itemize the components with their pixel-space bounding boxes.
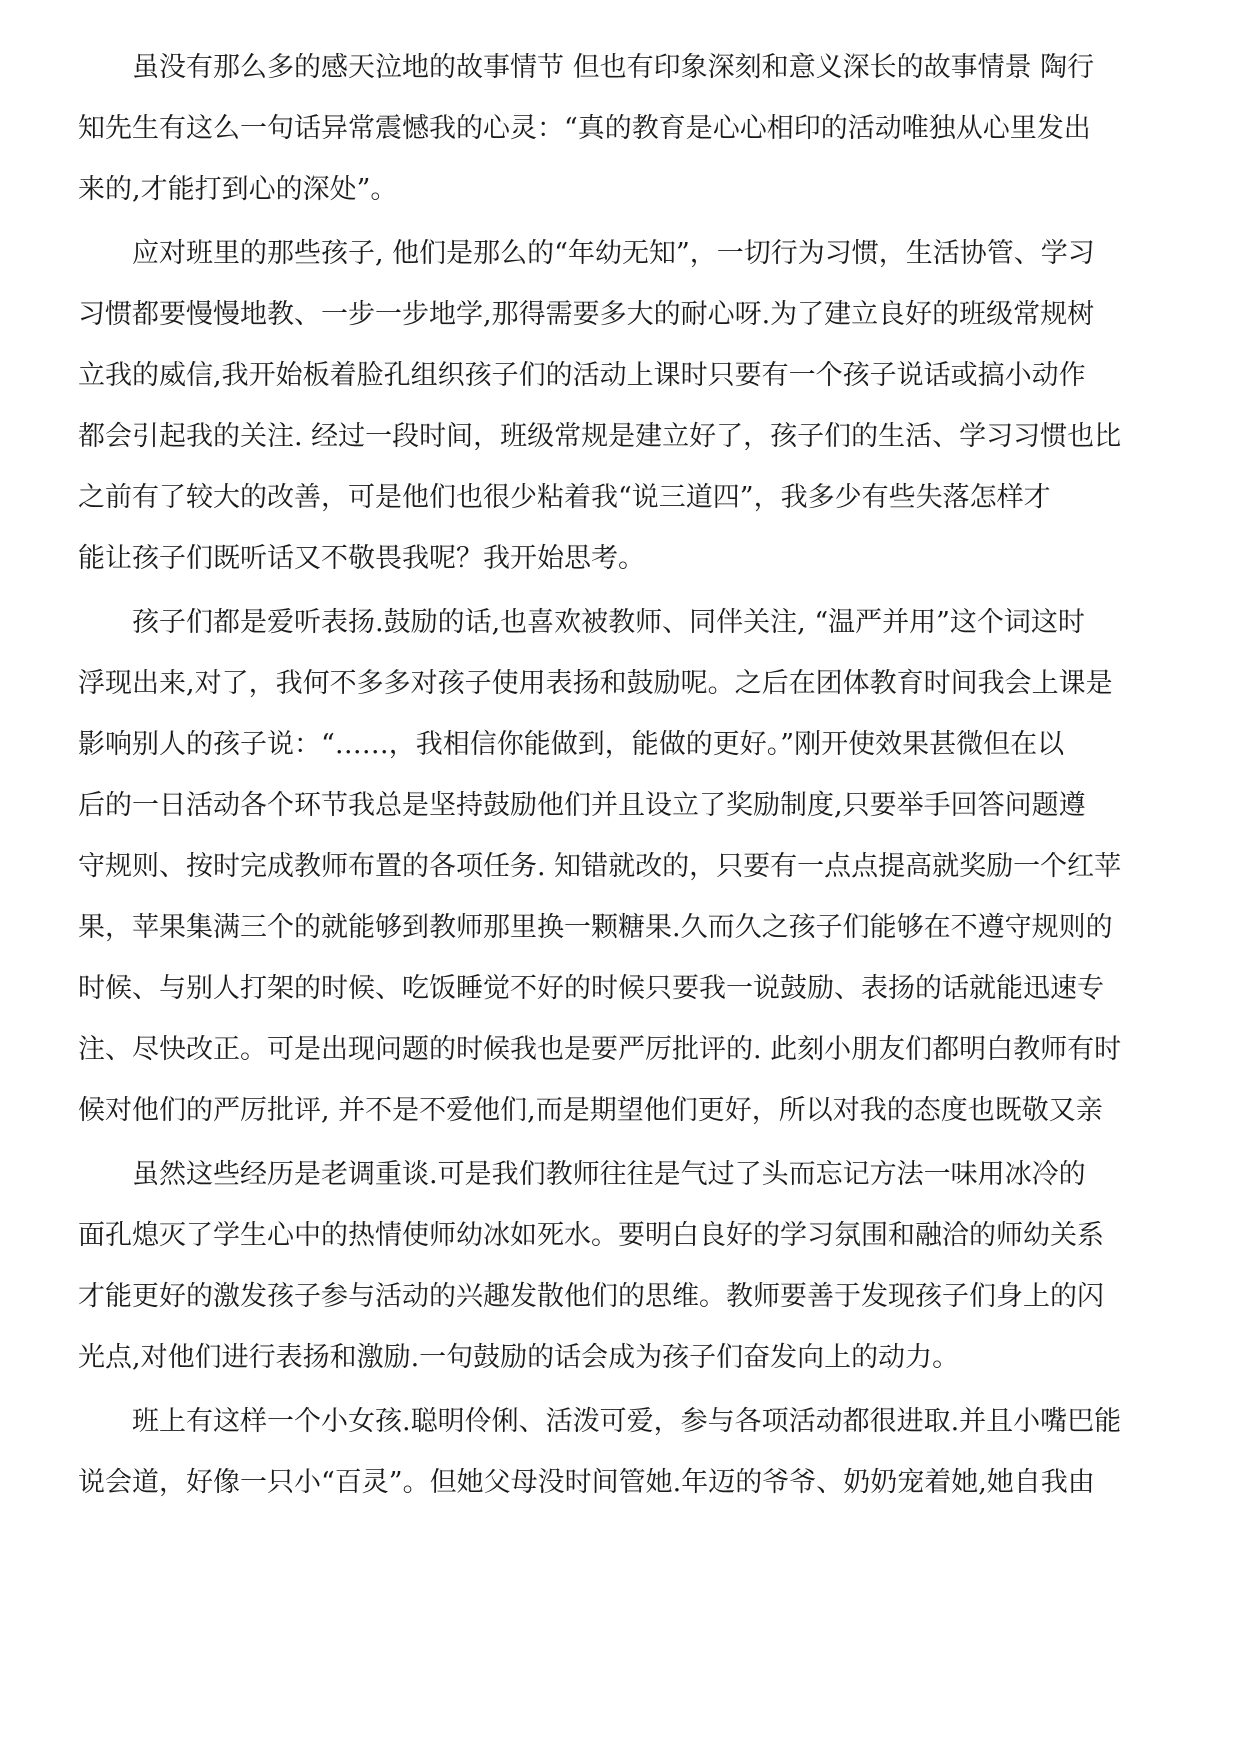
- text-line: 能让孩子们既听话又不敬畏我呢？我开始思考。: [78, 543, 645, 574]
- text-line: 立我的威信,我开始板着脸孔组织孩子们的活动上课时只要有一个孩子说话或搞小动作: [78, 360, 1086, 391]
- text-line: 浮现出来,对了，我何不多多对孩子使用表扬和鼓励呢。之后在团体教育时间我会上课是: [78, 668, 1113, 699]
- document-body: [78, 52, 1178, 1531]
- text-line: 来的,才能打到心的深处”。: [78, 174, 398, 205]
- text-line: 守规则、按时完成教师布置的各项任务. 知错就改的，只要有一点点提高就奖励一个红苹: [78, 851, 1122, 882]
- text-line: 虽然这些经历是老调重谈.可是我们教师往往是气过了头而忘记方法一味用冰冷的: [132, 1159, 1086, 1190]
- text-line: 时候、与别人打架的时候、吃饭睡觉不好的时候只要我一说鼓励、表扬的话就能迅速专: [78, 973, 1104, 1004]
- text-line: 候对他们的严厉批评, 并不是不爱他们,而是期望他们更好，所以对我的态度也既敬又亲: [78, 1095, 1103, 1126]
- text-line: 面孔熄灭了学生心中的热情使师幼冰如死水。要明白良好的学习氛围和融洽的师幼关系: [78, 1220, 1104, 1251]
- text-line: 说会道，好像一只小“百灵”。但她父母没时间管她.年迈的爷爷、奶奶宠着她,她自我由: [78, 1467, 1095, 1498]
- text-line: 知先生有这么一句话异常震憾我的心灵：“真的教育是心心相印的活动唯独从心里发出: [78, 113, 1091, 144]
- text-line: 才能更好的激发孩子参与活动的兴趣发散他们的思维。教师要善于发现孩子们身上的闪: [78, 1281, 1104, 1312]
- paragraph: [78, 607, 1178, 1127]
- text-line: 注、尽快改正。可是出现问题的时候我也是要严厉批评的. 此刻小朋友们都明白教师有时: [78, 1034, 1122, 1065]
- text-line: 光点,对他们进行表扬和激励.一句鼓励的话会成为孩子们奋发向上的动力。: [78, 1342, 960, 1373]
- text-line: 应对班里的那些孩子, 他们是那么的“年幼无知”，一切行为习惯，生活协管、学习: [132, 238, 1095, 269]
- text-line: 都会引起我的关注. 经过一段时间，班级常规是建立好了，孩子们的生活、学习习惯也比: [78, 421, 1122, 452]
- paragraph: [78, 1159, 1178, 1374]
- text-line: 虽没有那么多的感天泣地的故事情节 但也有印象深刻和意义深长的故事情景 陶行: [132, 52, 1095, 83]
- text-line: 孩子们都是爱听表扬.鼓励的话,也喜欢被教师、同伴关注, “温严并用”这个词这时: [132, 607, 1085, 638]
- text-line: 果，苹果集满三个的就能够到教师那里换一颗糖果.久而久之孩子们能够在不遵守规则的: [78, 912, 1113, 943]
- text-line: 班上有这样一个小女孩.聪明伶俐、活泼可爱，参与各项活动都很进取.并且小嘴巴能: [132, 1406, 1122, 1437]
- text-line: 习惯都要慢慢地教、一步一步地学,那得需要多大的耐心呀.为了建立良好的班级常规树: [78, 299, 1095, 330]
- text-line: 影响别人的孩子说：“……，我相信你能做到，能做的更好。”刚开使效果甚微但在以: [78, 729, 1065, 760]
- paragraph: [78, 52, 1178, 206]
- text-line: 后的一日活动各个环节我总是坚持鼓励他们并且设立了奖励制度,只要举手回答问题遵: [78, 790, 1086, 821]
- text-line: 之前有了较大的改善，可是他们也很少粘着我“说三道四”，我多少有些失落怎样才: [78, 482, 1051, 513]
- paragraph: [78, 238, 1178, 575]
- paragraph: [78, 1406, 1178, 1499]
